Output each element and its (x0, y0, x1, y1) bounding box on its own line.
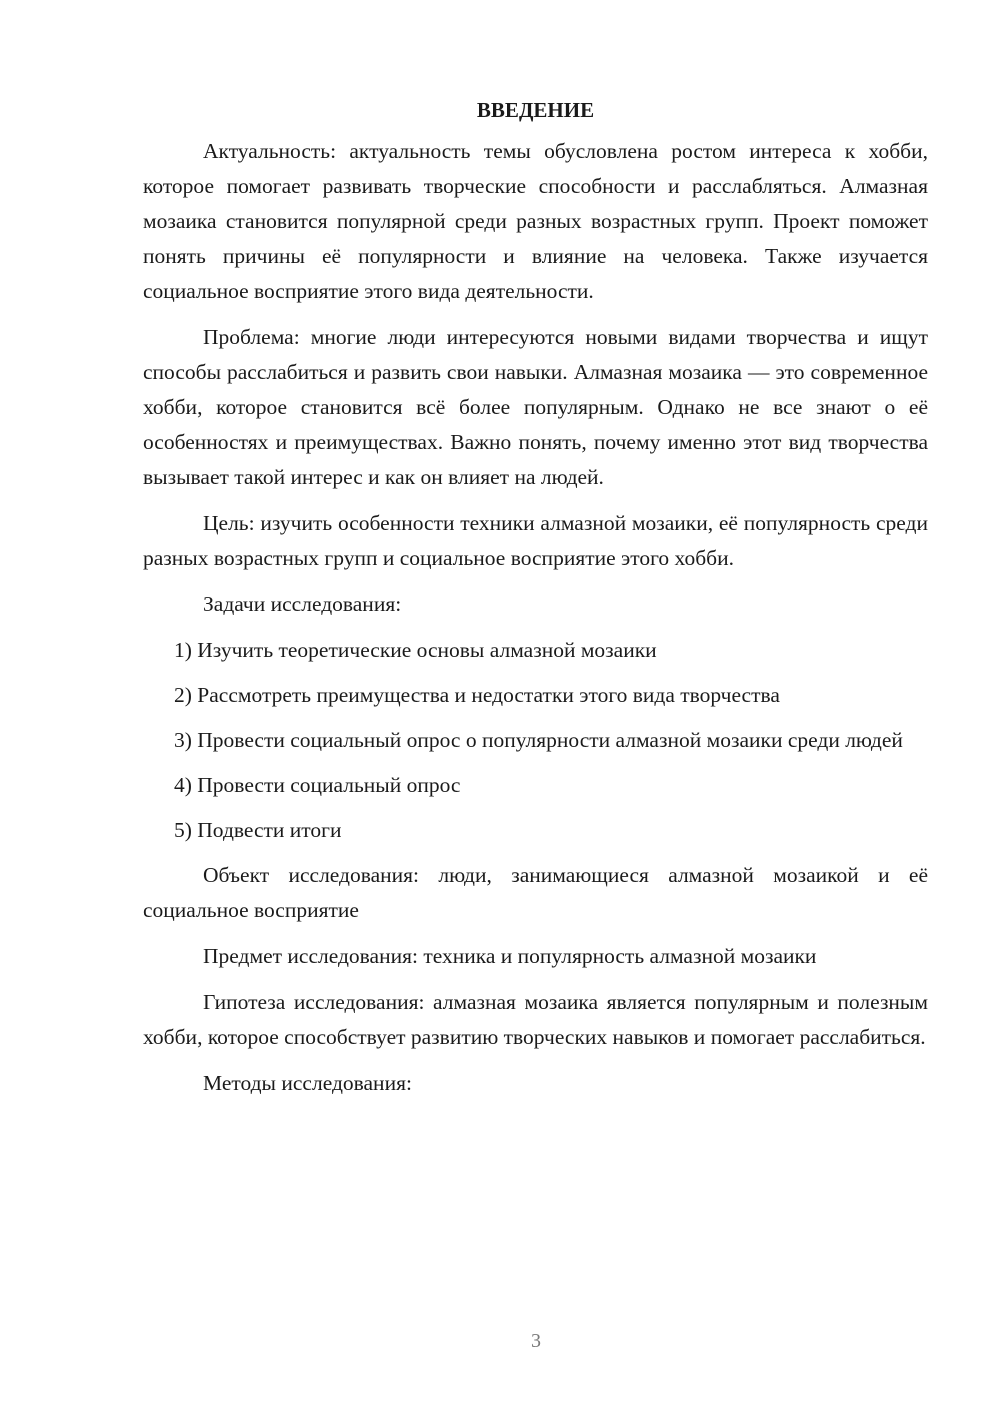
task-item-1: 1) Изучить теоретические основы алмазной мозаики (174, 638, 657, 662)
paragraph-object: Объект исследования: люди, занимающиеся алмазной мозаикой и её социальное восприятие (143, 863, 928, 922)
page-number: 3 (531, 1330, 541, 1352)
task-item-4: 4) Провести социальный опрос (174, 773, 461, 797)
task-item-5: 5) Подвести итоги (174, 818, 342, 842)
paragraph-tasks-heading: Задачи исследования: (203, 592, 402, 616)
paragraph-methods: Методы исследования: (203, 1071, 412, 1095)
task-item-2: 2) Рассмотреть преимущества и недостатки этого вида творчества (174, 683, 780, 707)
document-page (143, 93, 928, 1112)
paragraph-relevance: Актуальность: актуальность темы обусловлена ростом интереса к хобби, которое помогает развивать творческие способности и расслабляться. Алмазная мозаика становится популярной среди разных возрастных групп. Проект поможет понять причины её популярности и влияние на человека. Также изучается социальное восприятие этого вида деятельности. (143, 139, 928, 303)
task-item-3: 3) Провести социальный опрос о популярности алмазной мозаики среди людей (174, 728, 903, 752)
section-title: ВВЕДЕНИЕ (476, 98, 595, 122)
paragraph-problem: Проблема: многие люди интересуются новыми видами творчества и ищут способы расслабиться и развить свои навыки. Алмазная мозаика — это современное хобби, которое становится всё более популярным. Однако не все знают о её особенностях и преимуществах. Важно понять, почему именно этот вид творчества вызывает такой интерес и как он влияет на людей. (143, 325, 928, 489)
paragraph-goal: Цель: изучить особенности техники алмазной мозаики, её популярность среди разных возрастных групп и социальное восприятие этого хобби. (143, 511, 928, 570)
paragraph-hypothesis: Гипотеза исследования: алмазная мозаика является популярным и полезным хобби, которое способствует развитию творческих навыков и помогает расслабиться. (143, 990, 928, 1049)
paragraph-subject: Предмет исследования: техника и популярность алмазной мозаики (203, 944, 817, 968)
